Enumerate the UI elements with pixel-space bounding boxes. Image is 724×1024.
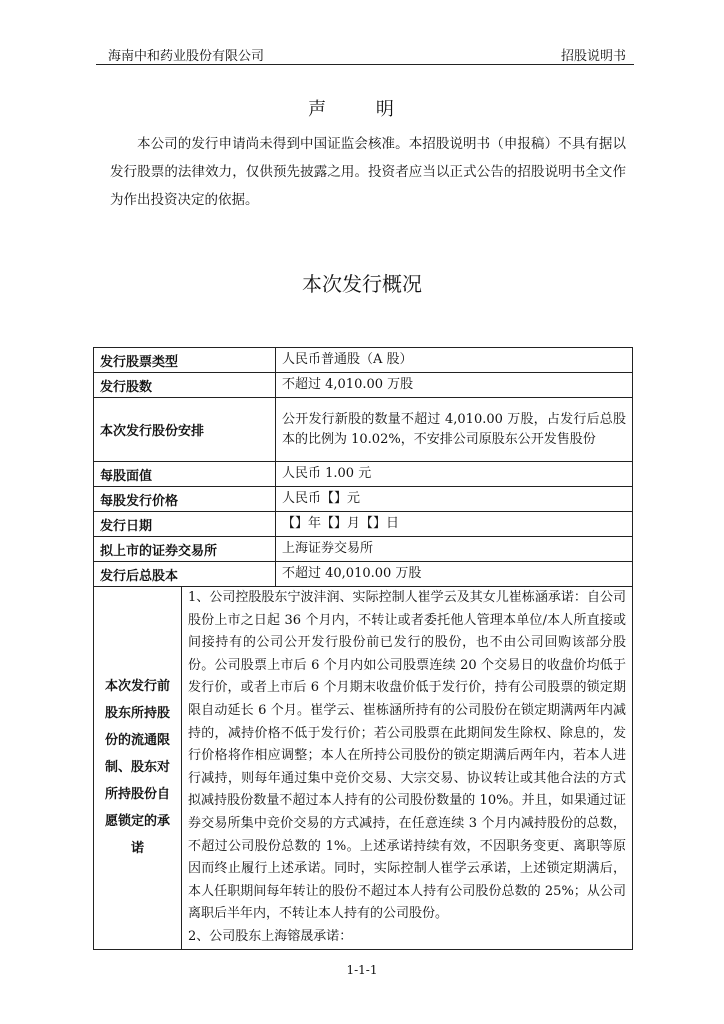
table-row xyxy=(94,537,633,562)
row-label: 每股发行价格 xyxy=(94,487,276,512)
table-row xyxy=(94,373,633,398)
row-value: 【】年【】月【】日 xyxy=(276,512,633,537)
row-value: 公开发行新股的数量不超过 4,010.00 万股，占发行后总股本的比例为 10.02%，不安排公司原股东公开发售股份 xyxy=(276,398,633,462)
table-row xyxy=(94,398,633,462)
issuance-overview-table xyxy=(93,347,633,950)
page-header xyxy=(96,40,634,65)
row-value: 人民币普通股（A 股） xyxy=(276,348,633,373)
overview-title: 本次发行概况 xyxy=(302,272,422,296)
document-name: 招股说明书 xyxy=(560,49,626,64)
row-label: 每股面值 xyxy=(94,462,276,487)
row-label: 发行股票类型 xyxy=(94,348,276,373)
row-value: 不超过 4,010.00 万股 xyxy=(276,373,633,398)
lockup-text-2: 2、公司股东上海镕晟承诺： xyxy=(188,928,353,944)
row-label: 发行日期 xyxy=(94,512,276,537)
declaration-title: 声 明 xyxy=(308,99,416,120)
row-value: 不超过 40,010.00 万股 xyxy=(276,562,633,587)
page-number: 1-1-1 xyxy=(346,963,378,977)
table-row xyxy=(94,462,633,487)
row-label: 发行后总股本 xyxy=(94,562,276,587)
table-row xyxy=(94,562,633,587)
table-row xyxy=(94,512,633,537)
declaration-body: 本公司的发行申请尚未得到中国证监会核准。本招股说明书（申报稿）不具有据以发行股票的法律效力，仅供预先披露之用。投资者应当以正式公告的招股说明书全文作为作出投资决定的依据。 xyxy=(110,136,626,208)
lockup-text-1: 1、公司控股股东宁波沣润、实际控制人崔学云及其女儿崔栋涵承诺：自公司股份上市之日起 36 个月内，不转让或者委托他人管理本单位/本人所直接或间接持有的公司公开发行股份前已发行的股份，也不由公司回购该部分股份。公司股票上市后 6 个月内如公司股票连续 20 个交易日的收盘价均低于发行价，或者上市后 6 个月期末收盘价低于发行价，持有公司股票的锁定期限自动延长 6 个月。崔学云、崔栋涵所持有的公司股份在锁定期满两年内减持的，减持价格不低于发行价；若公司股票在此期间发生除权、除息的，发行价格将作相应调整；本人在所持公司股份的锁定期满后两年内，若本人进行减持，则每年通过集中竞价交易、大宗交易、协议转让或其他合法的方式拟减持股份数量不超过本人持有的公司股份数量的 10%。并且，如果通过证券交易所集中竞价交易的方式减持，在任意连续 3 个月内减持股份的总数，不超过公司股份总数的 1%。上述承诺持续有效，不因职务变更、离职等原因而终止履行上述承诺。同时，实际控制人崔学云承诺，上述锁定期满后，本人任职期间每年转让的股份不超过本人持有公司股份总数的 25%；从公司离职后半年内，不转让本人持有的公司股份。 xyxy=(188,590,626,922)
row-value: 人民币【】元 xyxy=(276,487,633,512)
row-label: 本次发行股份安排 xyxy=(94,398,276,462)
row-value: 人民币 1.00 元 xyxy=(276,462,633,487)
lockup-commitments xyxy=(182,587,633,950)
company-name: 海南中和药业股份有限公司 xyxy=(108,49,265,64)
table-row xyxy=(94,348,633,373)
table-row xyxy=(94,587,633,950)
row-label: 发行股数 xyxy=(94,373,276,398)
lockup-label: 本次发行前股东所持股份的流通限制、股东对所持股份自愿锁定的承诺 xyxy=(94,587,182,950)
row-label: 拟上市的证券交易所 xyxy=(94,537,276,562)
table-row xyxy=(94,487,633,512)
row-value: 上海证券交易所 xyxy=(276,537,633,562)
